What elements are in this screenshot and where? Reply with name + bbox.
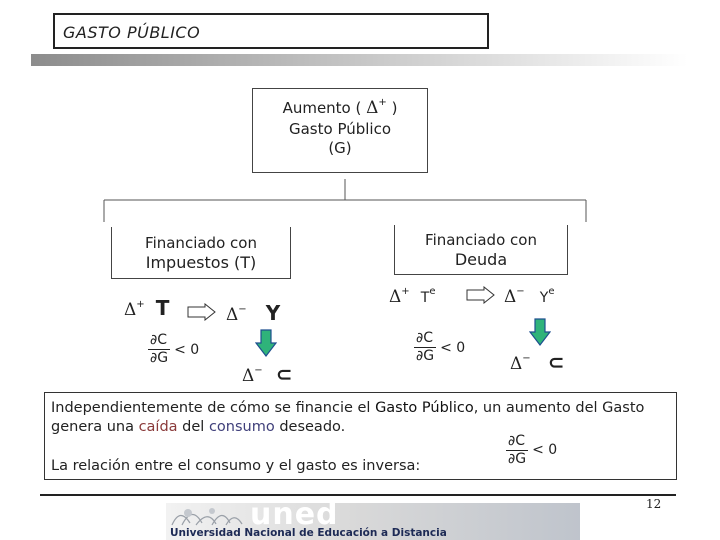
node-right-line1: Financiado con bbox=[425, 231, 537, 249]
c-letter: ⊂ bbox=[275, 362, 293, 386]
node-top-line2: Gasto Público bbox=[288, 120, 392, 138]
node-financiado-deuda bbox=[394, 225, 568, 275]
uned-logo-word: uned bbox=[250, 497, 339, 532]
node-top-line1: Aumento ( bbox=[282, 99, 367, 117]
left-derivative-dc-dg: $\frac{\partial C}{\partial G}$ < 0 bbox=[150, 332, 200, 366]
left-delta-plus-t: Δ+ T bbox=[124, 296, 170, 320]
y-letter: Y bbox=[265, 301, 281, 325]
node-top-line3: (G) bbox=[328, 139, 352, 157]
right-delta-minus-c: Δ− ⊂ bbox=[510, 350, 565, 374]
delta-symbol: Δ bbox=[366, 98, 379, 118]
implies-arrow-icon bbox=[466, 286, 496, 304]
t-letter: T bbox=[155, 296, 170, 320]
right-delta-minus-ye: Δ− $Y^e$ bbox=[504, 286, 555, 307]
node-financiado-impuestos bbox=[111, 227, 291, 279]
node-left-line2: Impuestos (T) bbox=[145, 253, 257, 272]
left-delta-minus-y: Δ− Y bbox=[226, 301, 281, 325]
conclusion-paragraph: Independientemente de cómo se financie el Gasto Público, un aumento del Gasto genera una caída del consumo deseado. bbox=[51, 400, 645, 435]
box-derivative-dc-dg: $\frac{\partial C}{\partial G}$ < 0 bbox=[508, 433, 558, 467]
plus-superscript: + bbox=[378, 97, 387, 108]
uned-logo-subtitle: Universidad Nacional de Educación a Distancia bbox=[170, 527, 447, 539]
slide-title: GASTO PÚBLICO bbox=[63, 23, 201, 42]
node-aumento-gasto-publico bbox=[252, 88, 428, 173]
node-top-line1-end: ) bbox=[386, 99, 398, 117]
right-delta-plus-te: Δ+ $T^e$ bbox=[389, 286, 436, 307]
footer-rule bbox=[40, 494, 676, 496]
node-left-line1: Financiado con bbox=[145, 234, 257, 252]
left-delta-minus-c: Δ− ⊂ bbox=[242, 362, 293, 386]
down-arrow-icon bbox=[255, 329, 277, 357]
conclusion-text-box bbox=[44, 392, 677, 480]
node-right-line2: Deuda bbox=[454, 250, 508, 269]
down-arrow-icon bbox=[529, 318, 551, 346]
relation-sentence: La relación entre el consumo y el gasto es inversa: bbox=[51, 458, 421, 474]
right-derivative-dc-dg: $\frac{\partial C}{\partial G}$ < 0 bbox=[416, 330, 466, 364]
implies-arrow-icon bbox=[187, 303, 217, 321]
page-number: 12 bbox=[646, 497, 662, 511]
